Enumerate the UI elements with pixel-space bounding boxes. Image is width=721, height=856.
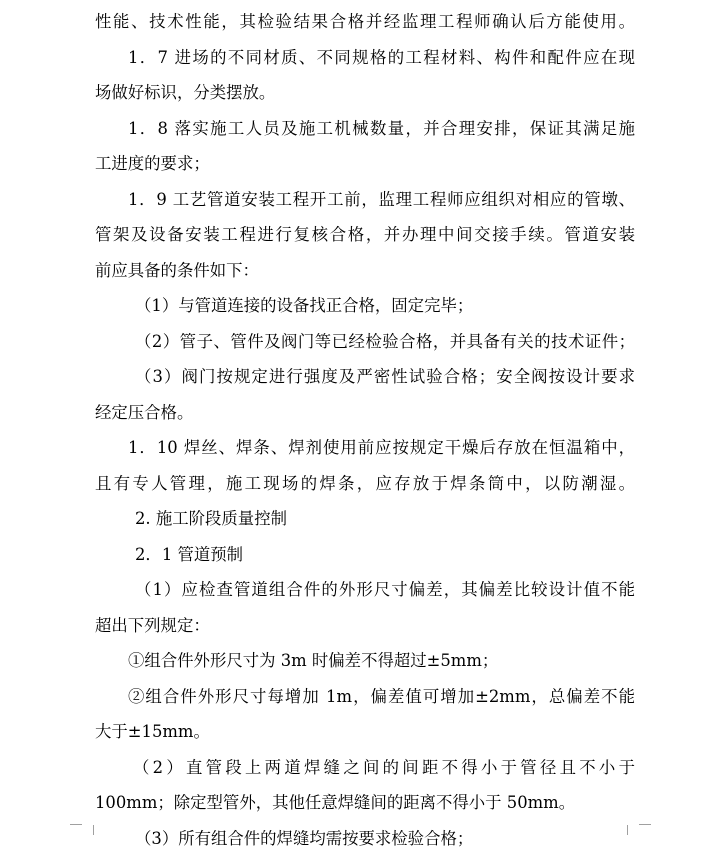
text-line: 场做好标识，分类摆放。 [95,75,635,111]
text-line: 且有专人管理，施工现场的焊条，应存放于焊条筒中，以防潮湿。 [95,466,635,502]
text-line: 工进度的要求； [95,146,635,182]
section-heading: 2. 施工阶段质量控制 [95,501,635,537]
text-line: 管架及设备安装工程进行复核合格，并办理中间交接手续。管道安装 [95,217,635,253]
text-line: ①组合件外形尺寸为 3m 时偏差不得超过±5mm； [95,643,635,679]
text-line: 1．7 进场的不同材质、不同规格的工程材料、构件和配件应在现 [95,40,635,76]
text-line: （3）所有组合件的焊缝均需按要求检验合格； [95,821,635,856]
subsection-heading: 2．1 管道预制 [95,537,635,573]
document-body [95,4,635,856]
page-corner-mark-left [81,825,94,835]
text-line: ②组合件外形尺寸每增加 1m，偏差值可增加±2mm，总偏差不能 [95,679,635,715]
text-line: 性能、技术性能，其检验结果合格并经监理工程师确认后方能使用。 [95,4,635,40]
text-line: （3）阀门按规定进行强度及严密性试验合格；安全阀按设计要求 [95,359,635,395]
text-line: 大于±15mm。 [95,714,635,750]
text-line: 超出下列规定： [95,608,635,644]
page-corner-mark-right-horizontal [639,824,651,825]
text-line: （2）直管段上两道焊缝之间的间距不得小于管径且不小于 [95,750,635,786]
text-line: 1．10 焊丝、焊条、焊剂使用前应按规定干燥后存放在恒温箱中， [95,430,635,466]
text-line: （1）应检查管道组合件的外形尺寸偏差，其偏差比较设计值不能 [95,572,635,608]
text-line: 前应具备的条件如下： [95,253,635,289]
text-line: （2）管子、管件及阀门等已经检验合格，并具备有关的技术证件； [95,324,635,360]
text-line: 1．9 工艺管道安装工程开工前，监理工程师应组织对相应的管墩、 [95,182,635,218]
text-line: 100mm；除定型管外，其他任意焊缝间的距离不得小于 50mm。 [95,785,635,821]
page-corner-mark-left-horizontal [70,824,82,825]
text-line: （1）与管道连接的设备找正合格，固定完毕； [95,288,635,324]
text-line: 经定压合格。 [95,395,635,431]
text-line: 1．8 落实施工人员及施工机械数量，并合理安排，保证其满足施 [95,111,635,147]
